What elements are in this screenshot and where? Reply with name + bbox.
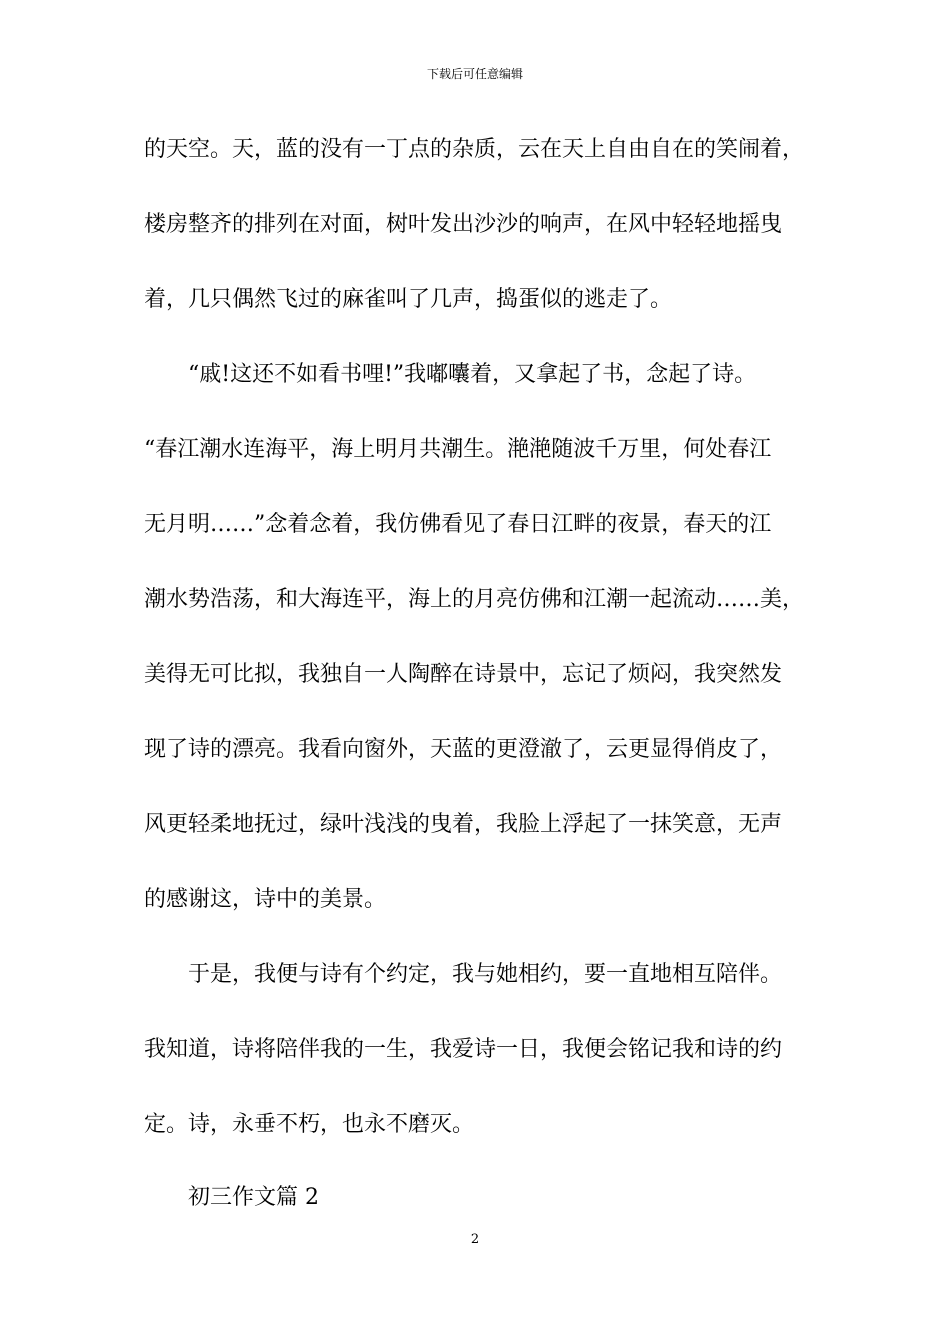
text-line: “春江潮水连海平，海上明月共潮生。滟滟随波千万里，何处春江 <box>144 437 772 462</box>
text-line: “戚!这还不如看书哩!”我嘟囔着，又拿起了书，念起了诗。 <box>188 362 757 387</box>
text-line: 着，几只偶然飞过的麻雀叫了几声，捣蛋似的逃走了。 <box>144 287 673 312</box>
text-line: 楼房整齐的排列在对面，树叶发出沙沙的响声，在风中轻轻地摇曳 <box>144 212 783 237</box>
text-line: 的天空。天，蓝的没有一丁点的杂质，云在天上自由自在的笑闹着， <box>144 137 805 162</box>
text-line: 美得无可比拟，我独自一人陶醉在诗景中，忘记了烦闷，我突然发 <box>144 662 783 687</box>
text-line: 于是，我便与诗有个约定，我与她相约，要一直地相互陪伴。 <box>188 962 783 987</box>
text-line: 无月明……”念着念着，我仿佛看见了春日江畔的夜景，春天的江 <box>144 512 772 537</box>
page-number: 2 <box>470 1232 480 1247</box>
text-line: 定。诗，永垂不朽，也永不磨灭。 <box>144 1112 475 1137</box>
text-line: 现了诗的漂亮。我看向窗外，天蓝的更澄澈了，云更显得俏皮了， <box>144 737 783 762</box>
page-header: 下载后可任意编辑 <box>426 67 523 81</box>
text-line: 的感谢这，诗中的美景。 <box>144 887 387 912</box>
text-line: 潮水势浩荡，和大海连平，海上的月亮仿佛和江潮一起流动……美， <box>144 587 805 612</box>
text-line: 风更轻柔地抚过，绿叶浅浅的曳着，我脸上浮起了一抹笑意，无声 <box>144 812 783 837</box>
text-line: 我知道，诗将陪伴我的一生，我爱诗一日，我便会铭记我和诗的约 <box>144 1037 783 1062</box>
section-heading: 初三作文篇 2 <box>188 1185 319 1210</box>
